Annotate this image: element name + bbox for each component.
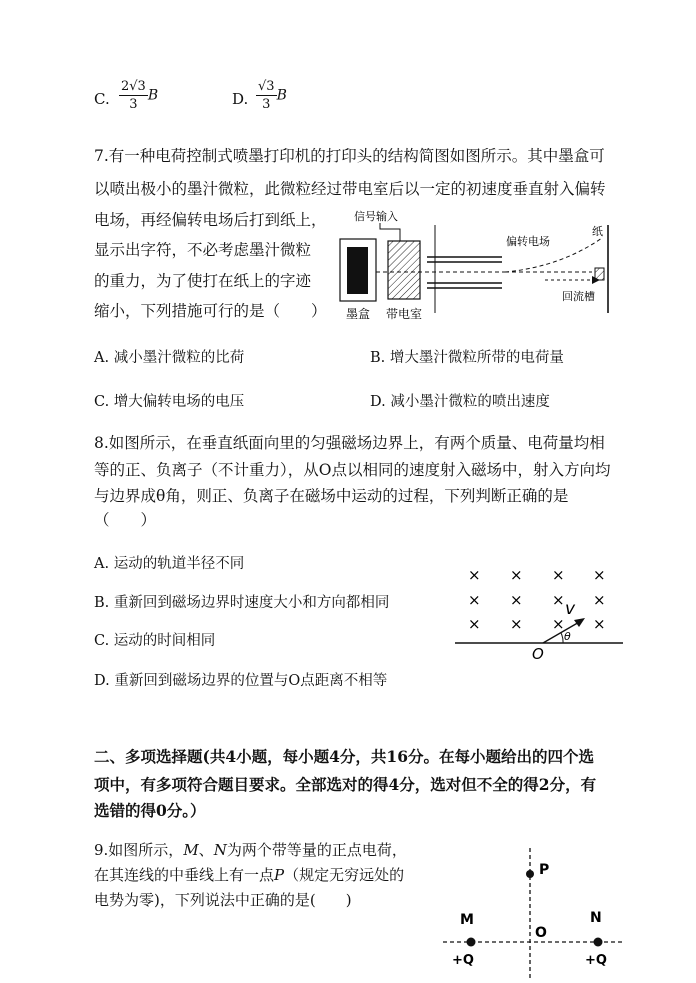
q6-d-denominator: 3 xyxy=(262,97,271,112)
deflection-field-label: 偏转电场 xyxy=(506,235,550,248)
velocity-arrowhead xyxy=(574,618,585,627)
ink-box-label: 墨盒 xyxy=(346,307,371,321)
q7-printer-diagram xyxy=(330,205,620,325)
q7-option-b: B. 增大墨汁微粒所带的电荷量 xyxy=(370,350,564,366)
section-2-line-1: 二、多项选择题(共4小题，每小题4分，共16分。在每小题给出的四个选 xyxy=(94,747,594,766)
q9-l1-post: 为两个带等量的正点电荷， xyxy=(226,841,407,859)
q6-c-denominator: 3 xyxy=(129,97,138,112)
field-cross: × xyxy=(552,615,565,633)
charge-m xyxy=(467,938,476,947)
q6-option-d-label: D. xyxy=(232,90,249,108)
field-cross: × xyxy=(593,591,606,609)
q8-line-2: 等的正、负离子（不计重力），从O点以相同的速度射入磁场中，射入方向均 xyxy=(94,461,611,479)
q9-n: N xyxy=(213,841,227,859)
q7-option-d: D. 减小墨汁微粒的喷出速度 xyxy=(370,394,550,410)
q9-charges-diagram xyxy=(440,848,630,980)
q9-l1-pre: 9.如图所示， xyxy=(94,841,184,859)
field-cross: × xyxy=(510,615,523,633)
field-cross: × xyxy=(510,591,523,609)
q6-d-numerator: √3 xyxy=(258,79,275,94)
section-2-line-3: 选错的得0分。） xyxy=(94,801,206,820)
charge-chamber xyxy=(388,241,420,299)
field-cross: × xyxy=(593,615,606,633)
point-p-label: P xyxy=(539,862,550,878)
q9-line-3: 电势为零)，下列说法中正确的是( ) xyxy=(94,891,352,909)
q9-sep: 、 xyxy=(198,841,214,859)
origin-o-label: O xyxy=(535,925,547,941)
q8-option-d: D. 重新回到磁场边界的位置与O点距离不相等 xyxy=(94,673,388,689)
charge-chamber-label: 带电室 xyxy=(386,307,423,321)
q7-option-a: A. 减小墨汁微粒的比荷 xyxy=(94,350,245,366)
q9-line-2 xyxy=(94,865,404,885)
field-cross: × xyxy=(510,566,523,584)
q7-line-4: 显示出字符，不必考虑墨汁微粒 xyxy=(94,241,312,259)
q9-l2-post: （规定无穷远处的 xyxy=(284,866,405,884)
field-cross: × xyxy=(468,566,481,584)
field-cross: × xyxy=(468,591,481,609)
q8-line-4: （ ） xyxy=(94,511,157,529)
velocity-label: v xyxy=(565,599,576,619)
charge-m-label: M xyxy=(460,912,474,928)
q6-option-c-label: C. xyxy=(94,90,110,108)
field-cross: × xyxy=(468,615,481,633)
signal-wire xyxy=(380,223,400,241)
point-p xyxy=(526,870,534,878)
return-groove-label: 回流槽 xyxy=(562,290,595,303)
q8-option-b: B. 重新回到磁场边界时速度大小和方向都相同 xyxy=(94,595,390,611)
q9-line-1 xyxy=(94,840,407,860)
angle-label: θ xyxy=(564,630,571,643)
q7-line-5: 的重力，为了使打在纸上的字迹 xyxy=(94,272,312,290)
q7-line-1: 7.有一种电荷控制式喷墨打印机的打印头的结构简图如图所示。其中墨盒可 xyxy=(94,147,605,165)
q9-m: M xyxy=(183,841,199,859)
signal-input-label: 信号输入 xyxy=(354,210,398,223)
q7-line-6: 缩小，下列措施可行的是（ ） xyxy=(94,302,327,320)
q8-line-1: 8.如图所示，在垂直纸面向里的匀强磁场边界上，有两个质量、电荷量均相 xyxy=(94,434,605,452)
ink-box-core xyxy=(347,247,368,294)
charge-left-label: +Q xyxy=(452,953,474,968)
q6-option-c-value xyxy=(119,78,158,113)
q8-line-3: 与边界成θ角，则正、负离子在磁场中运动的过程，下列判断正确的是 xyxy=(94,487,569,505)
field-cross: × xyxy=(552,591,565,609)
q8-option-a: A. 运动的轨道半径不同 xyxy=(94,556,245,572)
q8-magnetic-field-diagram xyxy=(455,563,630,663)
q6-d-variable: B xyxy=(276,87,287,104)
q9-p: P xyxy=(274,866,285,884)
q6-c-variable: B xyxy=(147,87,159,104)
q7-option-c: C. 增大偏转电场的电压 xyxy=(94,394,245,410)
paper-label: 纸 xyxy=(592,225,603,238)
charge-right-label: +Q xyxy=(585,953,607,968)
return-groove xyxy=(595,268,604,280)
q8-option-c: C. 运动的时间相同 xyxy=(94,633,216,649)
charge-n-label: N xyxy=(590,910,602,926)
q6-c-numerator: 2√3 xyxy=(121,79,146,94)
field-cross: × xyxy=(593,566,606,584)
field-cross: × xyxy=(552,566,565,584)
angle-arc xyxy=(561,633,563,643)
q6-option-d-value xyxy=(256,78,287,113)
q7-line-2: 以喷出极小的墨汁微粒，此微粒经过带电室后以一定的初速度垂直射入偏转 xyxy=(94,180,606,198)
origin-label: O xyxy=(532,645,544,663)
q9-l2-pre: 在其连线的中垂线上有一点 xyxy=(94,866,275,884)
q7-line-3: 电场，再经偏转电场后打到纸上， xyxy=(94,211,327,229)
section-2-line-2: 项中，有多项符合题目要求。全部选对的得4分，选对但不全的得2分，有 xyxy=(94,775,597,794)
charge-n xyxy=(594,938,603,947)
